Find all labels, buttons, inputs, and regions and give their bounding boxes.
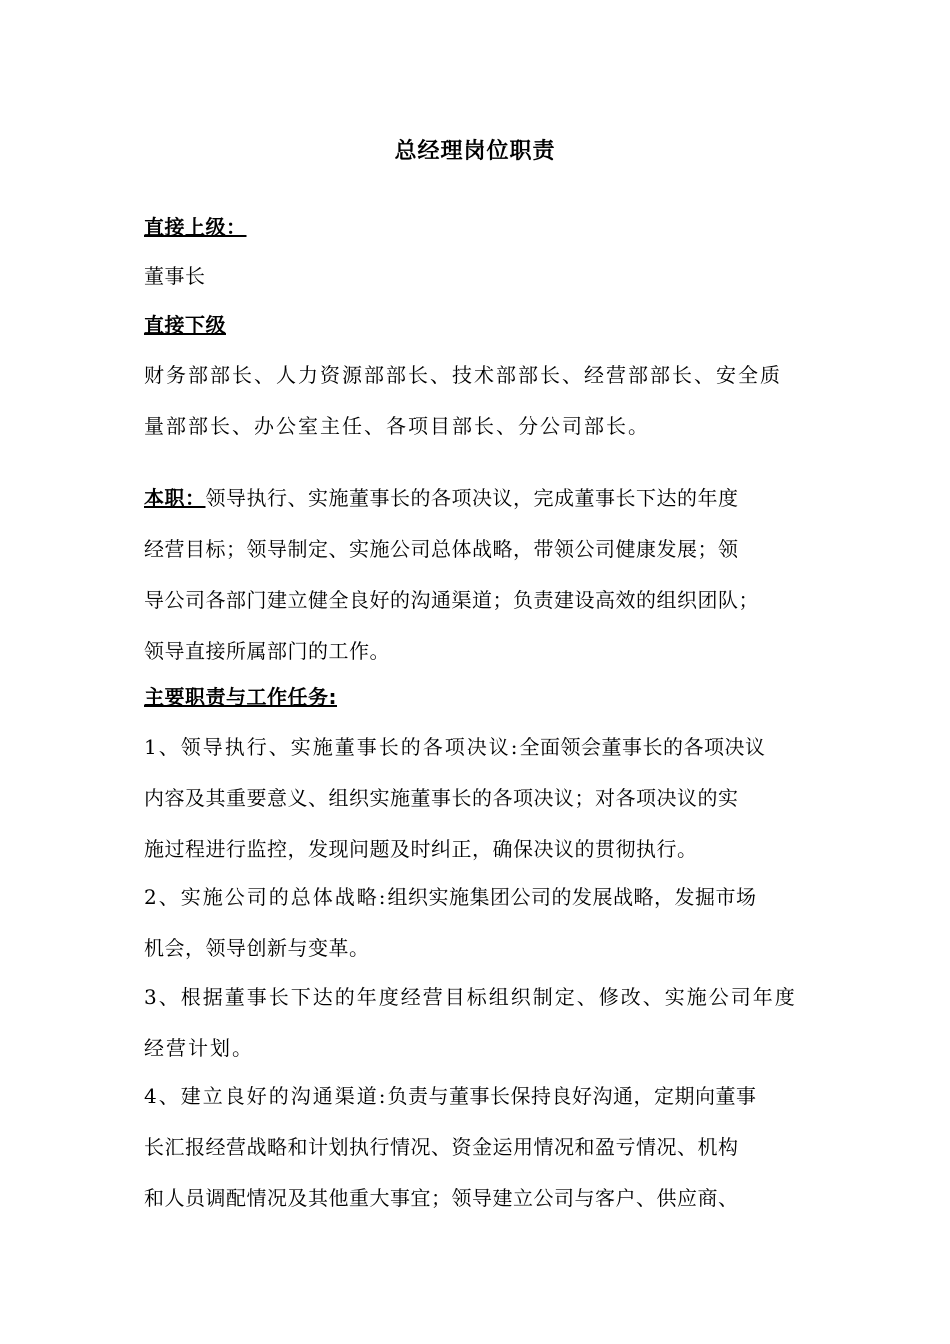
duty-heading: 本职： <box>144 486 206 510</box>
superior-value-block <box>144 251 824 302</box>
duty-item-lead: 4、建立良好的沟通渠道: <box>144 1084 388 1108</box>
duty-item-2 <box>144 872 824 974</box>
main-duties-section <box>144 672 824 723</box>
duty-text: 领导执行、实施董事长的各项决议，完成董事长下达的年度 <box>205 486 739 510</box>
duty-item-text: 组织实施集团公司的发展战略，发掘市场 <box>387 885 757 909</box>
duty-item-4 <box>144 1071 824 1224</box>
subordinates-line: 量部部长、办公室主任、各项目部长、分公司部长。 <box>144 414 650 438</box>
duty-item-text: 负责与董事长保持良好沟通，定期向董事 <box>387 1084 757 1108</box>
duty-item-line: 内容及其重要意义、组织实施董事长的各项决议；对各项决议的实 <box>144 786 739 810</box>
duty-item-lead: 2、实施公司的总体战略: <box>144 885 388 909</box>
subordinates-section <box>144 300 824 351</box>
subordinates-line: 财务部部长、人力资源部部长、技术部部长、经营部部长、安全质 <box>144 363 782 387</box>
duty-item-text: 全面领会董事长的各项决议 <box>519 735 766 759</box>
superior-section <box>144 202 824 253</box>
duty-line: 领导直接所属部门的工作。 <box>144 639 390 663</box>
duty-item-line: 和人员调配情况及其他重大事宜；领导建立公司与客户、供应商、 <box>144 1186 739 1210</box>
superior-value: 董事长 <box>144 264 206 288</box>
subordinates-heading: 直接下级 <box>144 313 226 337</box>
duty-item-1 <box>144 722 824 875</box>
duty-item-line: 经营计划。 <box>144 1036 254 1060</box>
duty-item-line: 长汇报经营战略和计划执行情况、资金运用情况和盈亏情况、机构 <box>144 1135 739 1159</box>
duty-item-3 <box>144 972 824 1074</box>
superior-heading: 直接上级： <box>144 215 247 239</box>
duty-item-line: 机会，领导创新与变革。 <box>144 936 370 960</box>
duty-section <box>144 473 824 677</box>
duty-item-lead: 3、根据董事长下达的年度经营目标组织制定、修改、实施公司年度 <box>144 985 797 1009</box>
subordinates-list <box>144 350 824 452</box>
duty-line: 经营目标；领导制定、实施公司总体战略，带领公司健康发展；领 <box>144 537 739 561</box>
duty-item-lead: 1、领导执行、实施董事长的各项决议: <box>144 735 520 759</box>
duty-line: 导公司各部门建立健全良好的沟通渠道；负责建设高效的组织团队； <box>144 588 759 612</box>
main-duties-heading: 主要职责与工作任务: <box>144 685 337 709</box>
duty-item-line: 施过程进行监控，发现问题及时纠正，确保决议的贯彻执行。 <box>144 837 698 861</box>
page-title: 总经理岗位职责 <box>394 139 556 164</box>
